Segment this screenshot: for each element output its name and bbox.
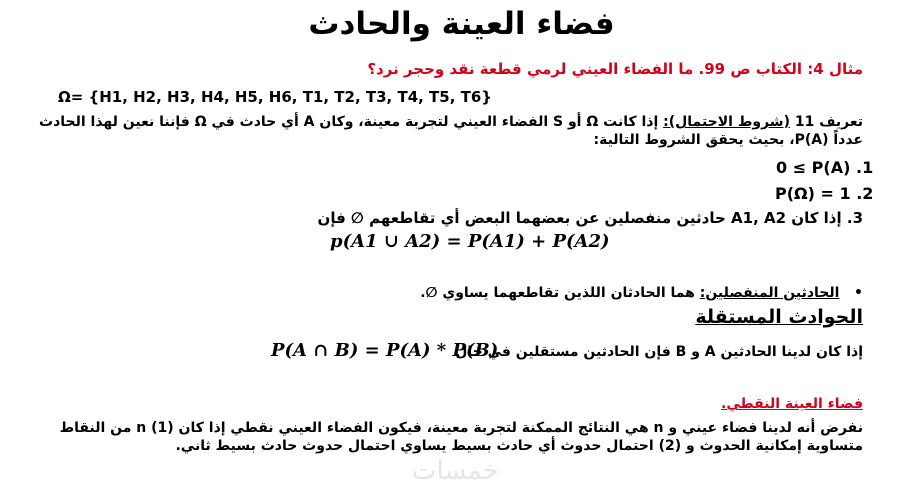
definition-label: (شروط الاحتمال):: [663, 114, 790, 130]
watermark: خمسات: [412, 456, 499, 486]
condition-2: P(Ω) = 1 .2: [775, 184, 874, 203]
formula-union: p(A1 ∪ A2) = P(A1) + P(A2): [330, 231, 610, 252]
condition-1: 0 ≤ P(A) .1: [776, 158, 874, 177]
point-space-line-1: نفرض أنه لدينا فضاء عيني و n هي النتائج الممكنة لتجربة معينة، فيكون الفضاء العيني نقطي إذا كان (1) n من النقاط: [59, 420, 863, 436]
point-space-heading: فضاء العينة النقطي.: [721, 396, 863, 412]
condition-3: 3. إذا كان A1, A2 حادثين منفصلين عن بعضهما البعض أي تقاطعهم ∅ فإن: [317, 209, 863, 227]
formula-independent: P(A ∩ B) = P(A) * P(B): [271, 340, 499, 361]
disjoint-line: [420, 285, 863, 301]
example-line: [367, 60, 863, 78]
example-text: الكتاب ص 99. ما الفضاء العيني لرمي قطعة نقد وحجر نرد؟: [367, 60, 803, 78]
definition-line-2: عدداً P(A)، بحيث يحقق الشروط التالية:: [593, 132, 863, 148]
disjoint-label: الحادثين المنفصلين:: [699, 285, 840, 301]
point-space-line-2: متساوية إمكانية الحدوث و (2) احتمال حدوث أي حادث بسيط يساوي احتمال حدوث حادث بسيط ثاني.: [175, 438, 863, 454]
bullet-icon: •: [844, 285, 863, 301]
omega-set: Ω= {H1, H2, H3, H4, H5, H6, T1, T2, T3, T4, T5, T6}: [58, 88, 492, 106]
definition-number: تعريف 11: [794, 114, 863, 130]
definition-line-1: [39, 114, 863, 130]
independent-text: إذا كان لدينا الحادثين A و B فإن الحادثين مستقلين في حال: [455, 344, 863, 360]
disjoint-text: هما الحادثان اللذين تقاطعهما يساوي ∅.: [420, 285, 695, 301]
definition-text-1: إذا كانت Ω أو S الفضاء العيني لتجربة معينة، وكان A أي حادث في Ω فإننا نعين لهذا الحادث: [39, 114, 659, 130]
example-label: مثال 4:: [807, 60, 863, 78]
page-title: فضاء العينة والحادث: [308, 6, 615, 42]
independent-heading: الحوادث المستقلة: [695, 306, 863, 328]
